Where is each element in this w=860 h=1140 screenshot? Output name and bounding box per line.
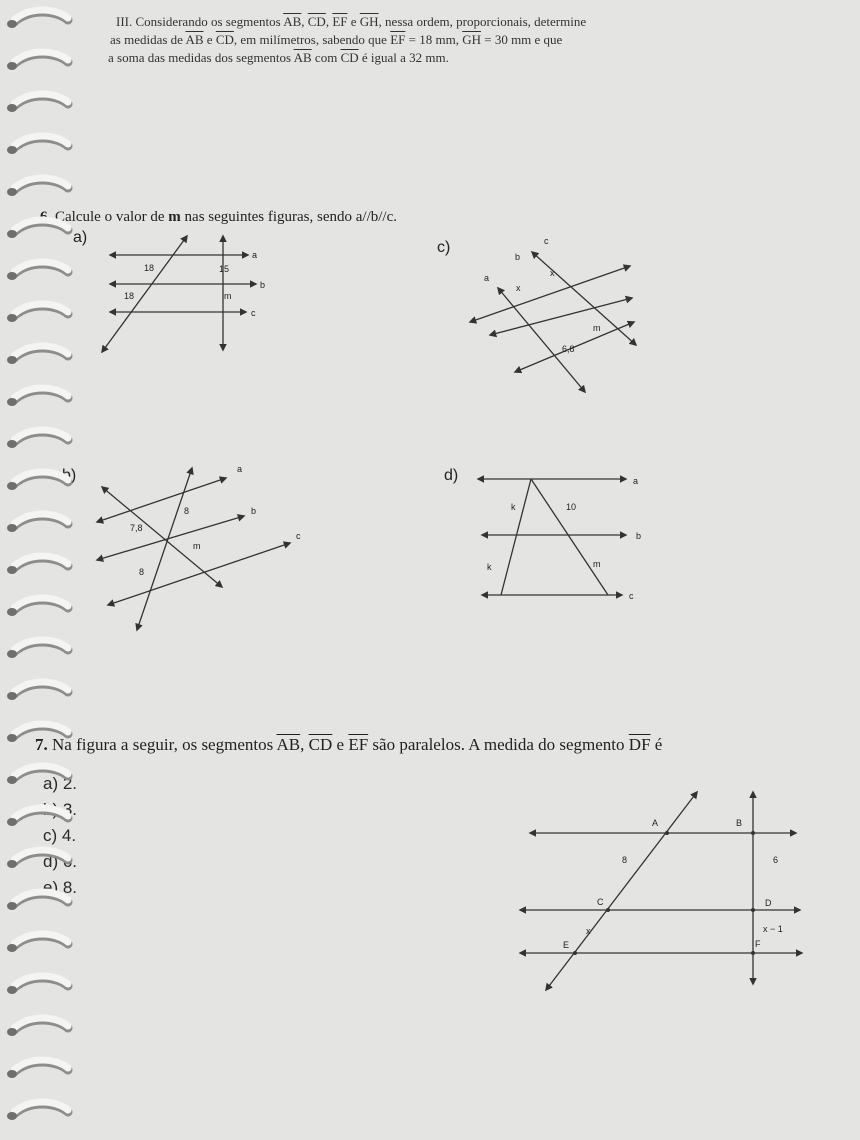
line-label-b: b bbox=[636, 531, 642, 541]
value-label: 8 bbox=[622, 855, 628, 865]
line-label-c: c bbox=[251, 308, 256, 318]
spiral-hole bbox=[7, 1112, 17, 1120]
spiral-hole bbox=[7, 860, 17, 868]
value-label-m: m bbox=[224, 291, 232, 301]
point-e bbox=[573, 951, 577, 955]
value-label: 18 bbox=[144, 263, 155, 273]
line-label-b: b bbox=[251, 506, 257, 516]
transversal-2 bbox=[102, 487, 222, 587]
spiral-hole bbox=[7, 104, 17, 112]
spiral-hole bbox=[7, 272, 17, 280]
option-b[interactable]: b) 3. bbox=[43, 800, 78, 819]
point-f bbox=[751, 951, 755, 955]
parallel-line-c bbox=[108, 543, 290, 605]
segment-gh: $\overline{GH}$ bbox=[462, 32, 481, 47]
figure-b-label: b) bbox=[62, 467, 77, 484]
segment-ab: $\overline{AB}$ bbox=[276, 735, 301, 754]
spiral-hole bbox=[7, 524, 17, 532]
spiral-hole bbox=[7, 566, 17, 574]
point-c bbox=[606, 908, 610, 912]
segment-ef: $\overline{EF}$ bbox=[332, 14, 348, 29]
spiral-hole bbox=[7, 1028, 17, 1036]
spiral-hole bbox=[7, 62, 17, 70]
spiral-hole bbox=[7, 482, 17, 490]
transversal-1 bbox=[102, 236, 187, 352]
segment-ab: $\overline{AB}$ bbox=[185, 32, 204, 47]
line-label-b: b bbox=[260, 280, 266, 290]
point-label-a: A bbox=[652, 818, 659, 828]
figure-d-labels bbox=[487, 476, 641, 601]
q6-variable: m bbox=[168, 209, 181, 225]
line-label-c: c bbox=[629, 591, 634, 601]
figure-d bbox=[478, 479, 626, 595]
figure-a-label: a) bbox=[73, 229, 88, 246]
point-b bbox=[751, 831, 755, 835]
spiral-hole bbox=[7, 608, 17, 616]
spiral-hole bbox=[7, 650, 17, 658]
spiral-hole bbox=[7, 398, 17, 406]
value-label-k: k bbox=[487, 562, 492, 572]
figure-q7 bbox=[520, 792, 802, 990]
transversal-ace bbox=[546, 792, 697, 990]
point-label-d: D bbox=[765, 898, 772, 908]
spiral-hole bbox=[7, 776, 17, 784]
value-label-x: x bbox=[586, 926, 591, 936]
transversal-1 bbox=[137, 468, 192, 630]
value-label: 6 bbox=[773, 855, 779, 865]
transversal-2 bbox=[532, 252, 636, 345]
segment-df: $\overline{DF}$ bbox=[628, 735, 651, 754]
value-label-m: m bbox=[593, 323, 601, 333]
spiral-hole bbox=[7, 818, 17, 826]
q3-line-3: a soma das medidas dos segmentos $\overline{AB}$ com $\overline{CD}$ é igual a 32 mm. bbox=[108, 50, 449, 65]
value-label: 18 bbox=[124, 291, 135, 301]
option-e[interactable]: e) 8. bbox=[43, 878, 78, 897]
q7-statement: 7. Na figura a seguir, os segmentos $\overline{AB}$, $\overline{CD}$ e $\overline{EF}$ são paralelos. A medida do segmento $\overline{DF}$ é bbox=[35, 735, 663, 754]
value-label-x: x bbox=[550, 268, 555, 278]
spiral-hole bbox=[7, 356, 17, 364]
spiral-binding bbox=[0, 0, 70, 1140]
point-label-f: F bbox=[755, 939, 761, 949]
point-d bbox=[751, 908, 755, 912]
value-label: 8 bbox=[184, 506, 190, 516]
figure-q7-labels bbox=[563, 818, 783, 950]
value-label-m: m bbox=[193, 541, 201, 551]
segment-ab: $\overline{AB}$ bbox=[293, 50, 312, 65]
value-label-x: x bbox=[516, 283, 521, 293]
value-label-x-minus-1: x − 1 bbox=[763, 924, 783, 934]
point-a bbox=[665, 831, 669, 835]
option-c[interactable]: c) 4. bbox=[43, 826, 77, 845]
q3-line-2: as medidas de $\overline{AB}$ e $\overline{CD}$, em milímetros, sabendo que $\overline{EF} = 18$ mm, $\overline{GH} = 30$ mm e que bbox=[110, 32, 563, 47]
q3-line-1: III. Considerando os segmentos $\overline{AB}$, $\overline{CD}$, $\overline{EF}$ e $\overline{GH}$, nessa ordem, proporcionais, determine bbox=[116, 14, 587, 29]
line-label: b bbox=[515, 252, 521, 262]
spiral-hole bbox=[7, 734, 17, 742]
q7-number: 7. bbox=[35, 735, 48, 754]
spiral-hole bbox=[7, 20, 17, 28]
segment-ef: $\overline{EF}$ bbox=[348, 735, 369, 754]
spiral-hole bbox=[7, 146, 17, 154]
value-label-k: k bbox=[511, 502, 516, 512]
figure-q7-points bbox=[573, 831, 755, 955]
line-label-a: a bbox=[633, 476, 639, 486]
option-d[interactable]: d) 6. bbox=[43, 852, 78, 871]
segment-ef: $\overline{EF}$ bbox=[390, 32, 406, 47]
spiral-hole bbox=[7, 188, 17, 196]
spiral-hole bbox=[7, 230, 17, 238]
segment-cd: $\overline{CD}$ bbox=[308, 735, 333, 754]
segment-cd: $\overline{CD}$ bbox=[215, 32, 234, 47]
option-a[interactable]: a) 2. bbox=[43, 774, 78, 793]
parallel-line-b bbox=[97, 516, 244, 560]
spiral-hole bbox=[7, 314, 17, 322]
q6-number: 6. bbox=[40, 209, 52, 225]
line-label-c: c bbox=[296, 531, 301, 541]
value-label: 15 bbox=[219, 264, 230, 274]
spiral-hole bbox=[7, 986, 17, 994]
segment-gh: $\overline{GH}$ bbox=[359, 14, 379, 29]
spiral-hole bbox=[7, 902, 17, 910]
line-label: a bbox=[484, 273, 490, 283]
parallel-line-a bbox=[97, 478, 226, 522]
value-label-m: m bbox=[593, 559, 601, 569]
figure-c-labels bbox=[484, 236, 601, 354]
triangle-right-side bbox=[531, 479, 608, 595]
spiral-hole bbox=[7, 692, 17, 700]
spiral-hole bbox=[7, 440, 17, 448]
value-label: 10 bbox=[566, 502, 577, 512]
figure-d-label: d) bbox=[444, 467, 459, 484]
value-label: 7,8 bbox=[130, 523, 143, 533]
line-label: c bbox=[544, 236, 549, 246]
point-label-c: C bbox=[597, 897, 604, 907]
value-label: 6,8 bbox=[562, 344, 575, 354]
spiral-hole bbox=[7, 1070, 17, 1078]
point-label-b: B bbox=[736, 818, 743, 828]
spiral-hole bbox=[7, 944, 17, 952]
transversal-1 bbox=[498, 288, 585, 392]
q6-statement: 6. Calcule o valor de m nas seguintes figuras, sendo a//b//c. bbox=[40, 209, 398, 225]
segment-cd: $\overline{CD}$ bbox=[340, 50, 359, 65]
triangle-left-side bbox=[501, 479, 531, 595]
figure-c-label: c) bbox=[437, 239, 451, 256]
value-label: 8 bbox=[139, 567, 145, 577]
segment-ab: $\overline{AB}$ bbox=[283, 14, 302, 29]
point-label-e: E bbox=[563, 940, 570, 950]
line-label-a: a bbox=[252, 250, 258, 260]
line-label-a: a bbox=[237, 464, 243, 474]
segment-cd: $\overline{CD}$ bbox=[307, 14, 326, 29]
